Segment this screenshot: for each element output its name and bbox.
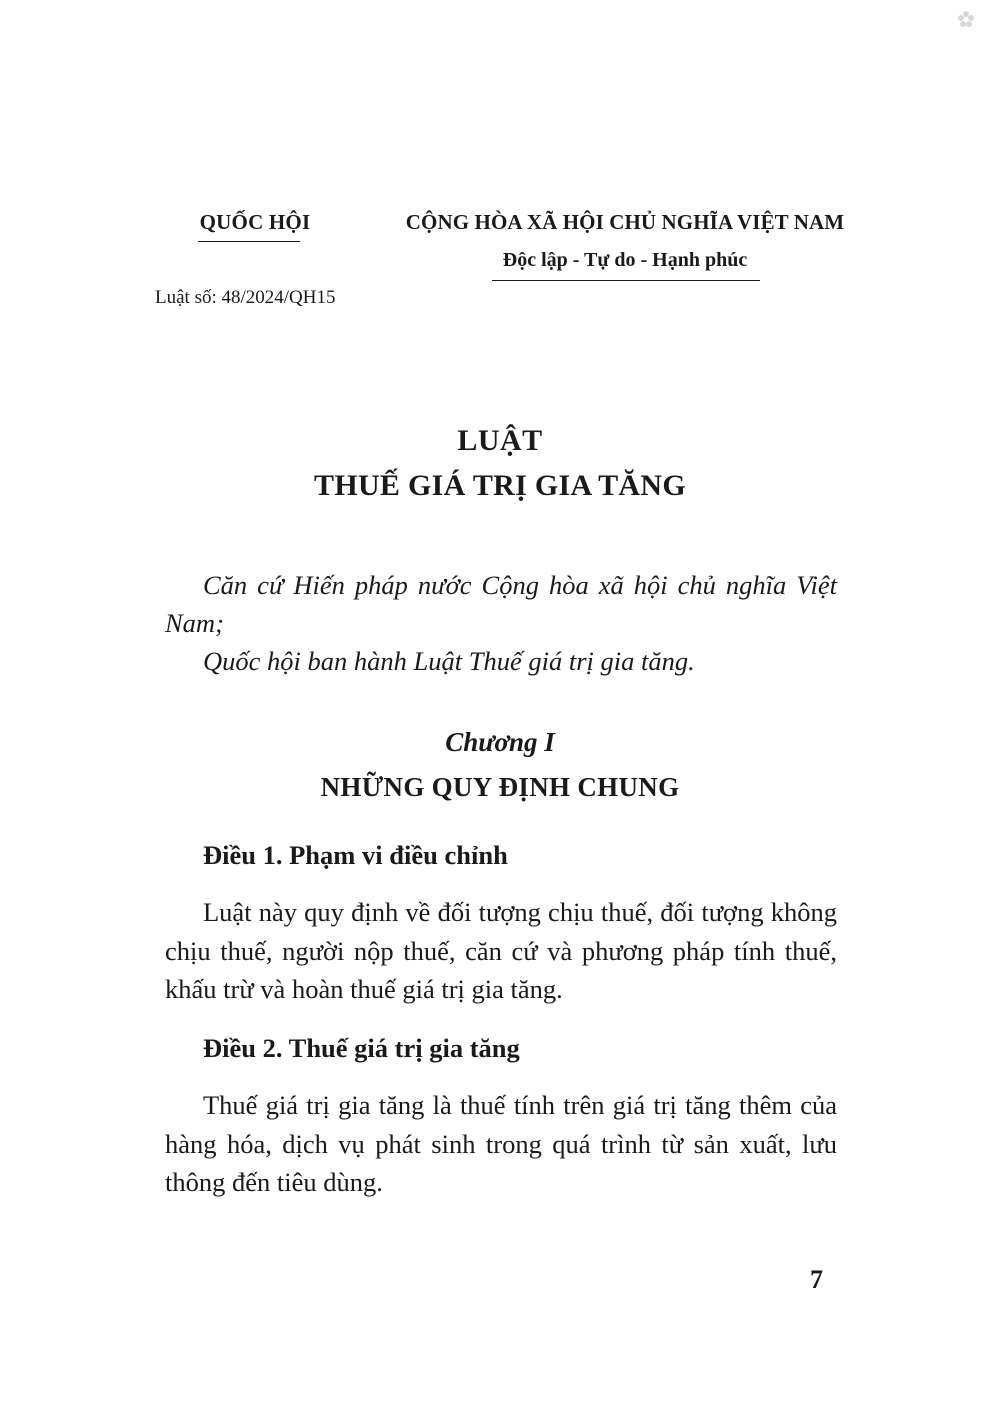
document-title: THUẾ GIÁ TRỊ GIA TĂNG	[314, 469, 686, 502]
national-motto: Độc lập - Tự do - Hạnh phúc	[502, 249, 748, 271]
document-type-title: LUẬT	[457, 424, 543, 457]
preamble	[165, 566, 837, 680]
chapter-title: NHỮNG QUY ĐỊNH CHUNG	[320, 772, 680, 802]
issuing-organization: QUỐC HỘI	[199, 210, 311, 234]
article-body: Luật này quy định về đối tượng chịu thuế, đối tượng không chịu thuế, người nộp thuế, căn cứ và phương pháp tính thuế, khấu trừ và hoàn thuế giá trị gia tăng.	[165, 897, 837, 1004]
page-number: 7	[810, 1265, 823, 1294]
law-number: Luật số: 48/2024/QH15	[155, 287, 336, 308]
preamble-paragraph: Quốc hội ban hành Luật Thuế giá trị gia tăng.	[203, 646, 695, 676]
article-heading: Điều 2. Thuế giá trị gia tăng	[203, 1033, 520, 1063]
article-body: Thuế giá trị gia tăng là thuế tính trên giá trị tăng thêm của hàng hóa, dịch vụ phát sinh trong quá trình từ sản xuất, lưu thông đến tiêu dùng.	[165, 1090, 837, 1197]
motto-underline	[492, 280, 760, 281]
national-title: CỘNG HÒA XÃ HỘI CHỦ NGHĨA VIỆT NAM	[405, 210, 845, 234]
flower-watermark-icon	[957, 10, 975, 28]
chapter-label: Chương I	[445, 727, 555, 757]
article-heading: Điều 1. Phạm vi điều chỉnh	[203, 840, 508, 870]
organization-underline	[198, 241, 300, 242]
preamble-paragraph: Căn cứ Hiến pháp nước Cộng hòa xã hội chủ nghĩa Việt Nam;	[165, 570, 837, 638]
